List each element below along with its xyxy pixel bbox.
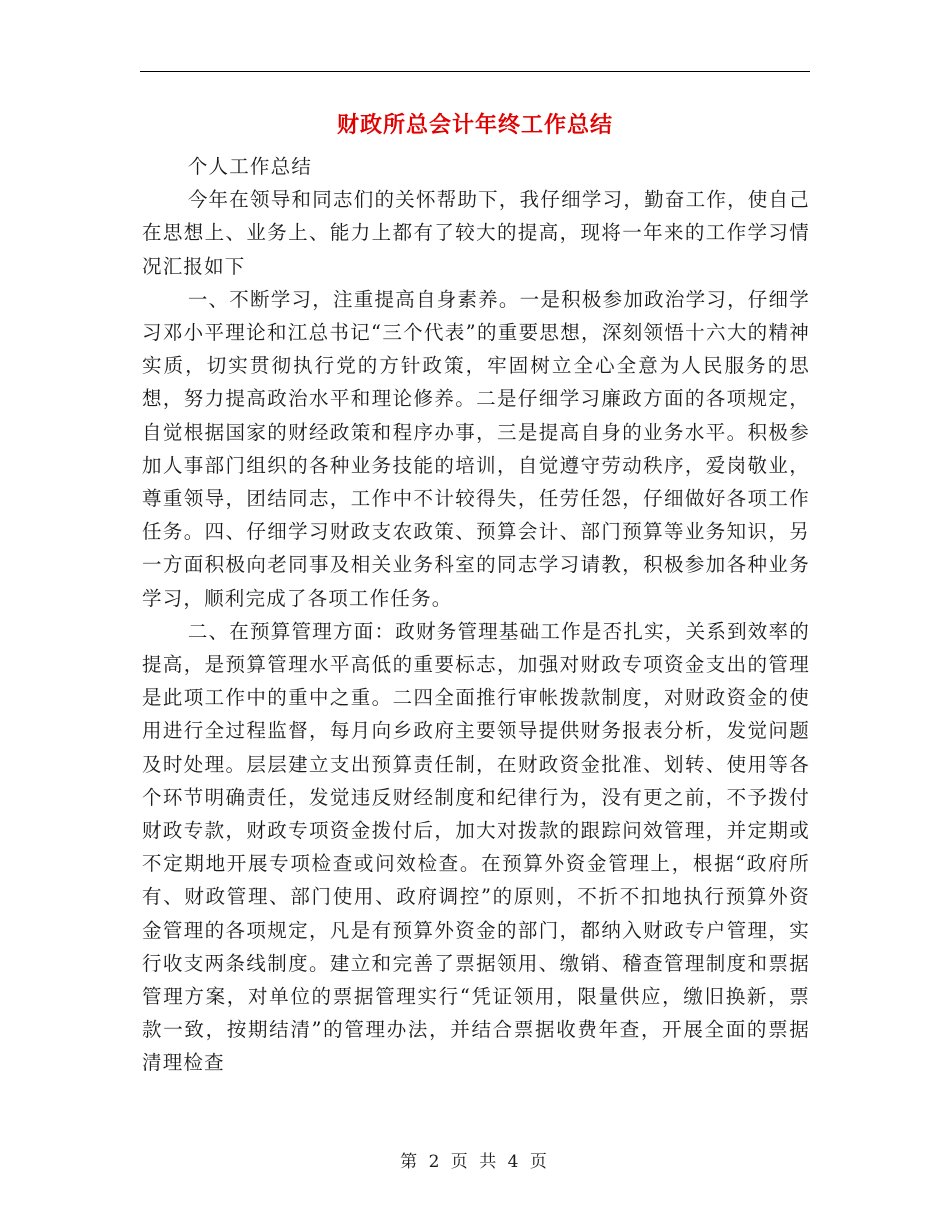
page-number-footer: 第 2 页 共 4 页 [400,1152,550,1172]
paragraph-section-2: 二、在预算管理方面：政财务管理基础工作是否扎实，关系到效率的提高，是预算管理水平高低的重要标志，加强对财政专项资金支出的管理是此项工作中的重中之重。二四全面推行审帐拨款制度，对财政资金的使用进行全过程监督，每月向乡政府主要领导提供财务报表分析，发觉问题及时处理。层层建立支出预算责任制，在财政资金批准、划转、使用等各个环节明确责任，发觉违反财经制度和纪律行为，没有更之前，不予拨付财政专款，财政专项资金拨付后，加大对拨款的跟踪问效管理，并定期或不定期地开展专项检查或问效检查。在预算外资金管理上，根据“政府所有、财政管理、部门使用、政府调控”的原则，不折不扣地执行预算外资金管理的各项规定，凡是有预算外资金的部门，都纳入财政专户管理，实行收支两条线制度。建立和完善了票据领用、缴销、稽查管理制度和票据管理方案，对单位的票据管理实行“凭证领用，限量供应，缴旧换新，票款一致，按期结清”的管理办法，并结合票据收费年查，开展全面的票据清理检查 [142,619,810,1075]
document-title: 财政所总会计年终工作总结 [336,112,613,138]
paragraph-intro: 今年在领导和同志们的关怀帮助下，我仔细学习，勤奋工作，使自己在思想上、业务上、能力上都有了较大的提高，现将一年来的工作学习情况汇报如下 [142,188,810,278]
header-rule [140,71,810,72]
paragraph-subtitle: 个人工作总结 [187,155,313,178]
paragraph-section-1: 一、不断学习，注重提高自身素养。一是积极参加政治学习，仔细学习邓小平理论和江总书记“三个代表”的重要思想，深刻领悟十六大的精神实质，切实贯彻执行党的方针政策，牢固树立全心全意为人民服务的思想，努力提高政治水平和理论修养。二是仔细学习廉政方面的各项规定，自觉根据国家的财经政策和程序办事，三是提高自身的业务水平。积极参加人事部门组织的各种业务技能的培训，自觉遵守劳动秩序，爱岗敬业，尊重领导，团结同志，工作中不计较得失，任劳任怨，仔细做好各项工作任务。四、仔细学习财政支农政策、预算会计、部门预算等业务知识，另一方面积极向老同事及相关业务科室的同志学习请教，积极参加各种业务学习，顺利完成了各项工作任务。 [142,287,810,610]
document-body [142,150,810,1080]
